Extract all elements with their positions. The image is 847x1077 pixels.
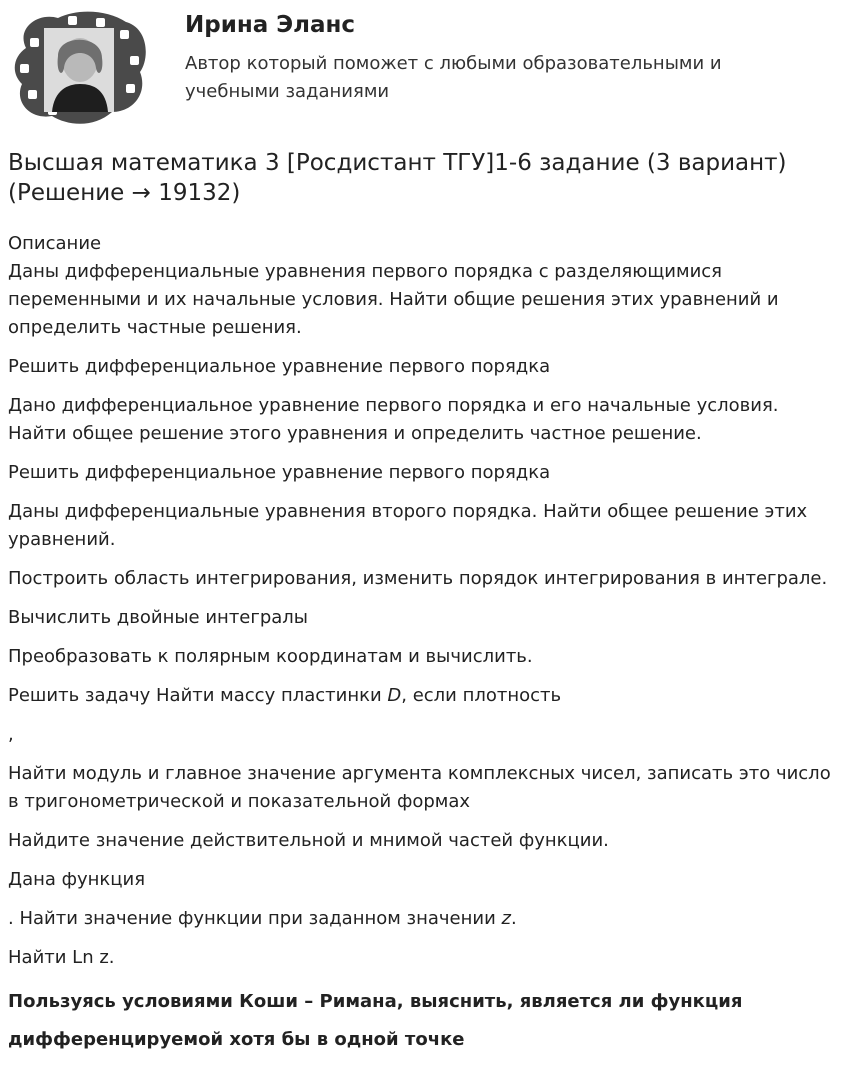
paragraph [8,905,838,933]
paragraph: Найти модуль и главное значение аргумента комплексных чисел, записать это число в тригонометрической и показательной формах [8,763,831,812]
author-header [0,0,847,140]
paragraph-text: , если плотность [401,685,562,706]
math-variable: z [501,908,511,929]
paragraph: Решить дифференциальное уравнение первого порядка [8,356,551,377]
paragraph: Даны дифференциальные уравнения первого порядка с разделяющимися переменными и их начальные условия. Найти общие решения этих уравнений и определить частные решения. [8,261,779,338]
paragraph: Построить область интегрирования, изменить порядок интегрирования в интеграле. [8,568,828,589]
paragraph-text: Решить задачу Найти массу пластинки [8,685,388,706]
paragraph: Вычислить двойные интегралы [8,607,309,628]
math-variable: D [387,685,402,706]
document-body [8,148,838,1059]
paragraph: Найдите значение действительной и мнимой частей функции. [8,830,609,851]
paragraph-text: . [510,908,517,929]
author-name[interactable]: Ирина Эланс [185,12,356,38]
description-label: Описание [8,233,102,254]
paragraph-text: . Найти значение функции при заданном значении [8,908,502,929]
paragraph: Найти Ln z. [8,947,115,968]
paragraph-bold: дифференцируемой хотя бы в одной точке [8,1029,465,1050]
author-avatar[interactable] [8,8,150,128]
page-title: Высшая математика 3 [Росдистант ТГУ]1-6 задание (3 вариант) (Решение → 19132) [8,150,787,206]
paragraph [8,682,838,710]
author-description: Автор который поможет с любыми образовательными и учебными заданиями [185,53,722,102]
paragraph: Дана функция [8,869,146,890]
paragraph: Решить дифференциальное уравнение первого порядка [8,462,551,483]
paragraph-bold: Пользуясь условиями Коши – Римана, выяснить, является ли функция [8,991,743,1012]
paragraph: Дано дифференциальное уравнение первого порядка и его начальные условия. Найти общее решение этого уравнения и определить частное решение. [8,395,779,444]
paragraph: Преобразовать к полярным координатам и вычислить. [8,646,533,667]
paragraph: Даны дифференциальные уравнения второго порядка. Найти общее решение этих уравнений. [8,501,808,550]
paragraph: , [8,724,14,745]
